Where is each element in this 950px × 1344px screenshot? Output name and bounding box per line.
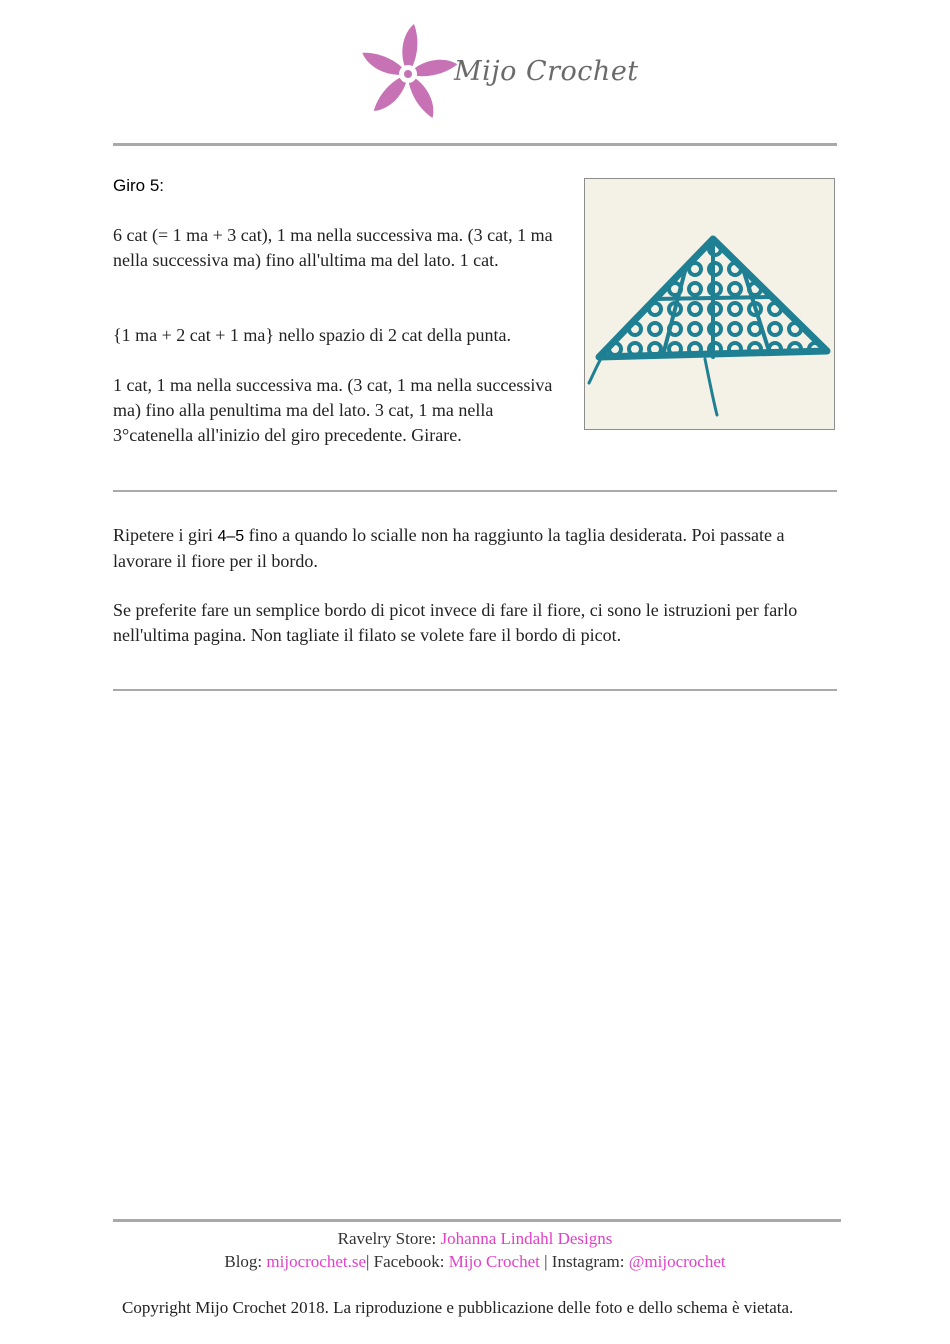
repeat-text-after: fino a quando lo scialle non ha raggiunto la taglia desiderata. Poi passate a lavorare il fiore per il bordo.	[113, 525, 785, 571]
instruction-paragraph-1: 6 cat (= 1 ma + 3 cat), 1 ma nella successiva ma. (3 cat, 1 ma nella successiva ma) fino all'ultima ma del lato. 1 cat.	[113, 225, 553, 270]
footer-social-line	[0, 1252, 950, 1272]
content-end-divider	[113, 689, 837, 691]
footer-ravelry-line	[0, 1229, 950, 1249]
header-divider	[113, 143, 837, 146]
crochet-shawl-photo	[584, 178, 835, 430]
section-divider	[113, 490, 837, 492]
yarn-shape	[589, 239, 827, 415]
blog-label: Blog:	[224, 1252, 267, 1271]
copyright-notice: Copyright Mijo Crochet 2018. La riproduzione e pubblicazione delle foto e dello schema è vietata.	[122, 1298, 794, 1317]
instagram-link[interactable]: @mijocrochet	[628, 1252, 726, 1271]
instruction-paragraph-2: {1 ma + 2 cat + 1 ma} nello spazio di 2 cat della punta.	[113, 325, 511, 345]
facebook-label: | Facebook:	[366, 1252, 449, 1271]
repeat-rows: 4–5	[217, 528, 245, 545]
repeat-text-before: Ripetere i giri	[113, 525, 218, 545]
instagram-label: | Instagram:	[539, 1252, 629, 1271]
logo-text: Mijo Crochet	[454, 56, 639, 87]
crochet-triangle-image	[585, 179, 834, 429]
ravelry-store-link[interactable]: Johanna Lindahl Designs	[440, 1229, 613, 1248]
ravelry-label: Ravelry Store:	[337, 1229, 441, 1248]
blog-link[interactable]: mijocrochet.se	[266, 1252, 367, 1271]
instruction-paragraph-3: 1 cat, 1 ma nella successiva ma. (3 cat, 1 ma nella successiva ma) fino alla penultima ma del lato. 3 cat, 1 ma nella 3°catenella all'inizio del giro precedente. Girare.	[113, 375, 553, 445]
logo	[362, 20, 639, 130]
flower-logo-icon	[362, 20, 458, 130]
facebook-link[interactable]: Mijo Crochet	[448, 1252, 540, 1271]
repeat-paragraph	[113, 523, 837, 574]
picot-note-paragraph: Se preferite fare un semplice bordo di picot invece di fare il fiore, ci sono le istruzioni per farlo nell'ultima pagina. Non tagliate il filato se volete fare il bordo di picot.	[113, 600, 798, 645]
footer-divider	[113, 1219, 841, 1222]
section-title: Giro 5:	[113, 176, 165, 195]
